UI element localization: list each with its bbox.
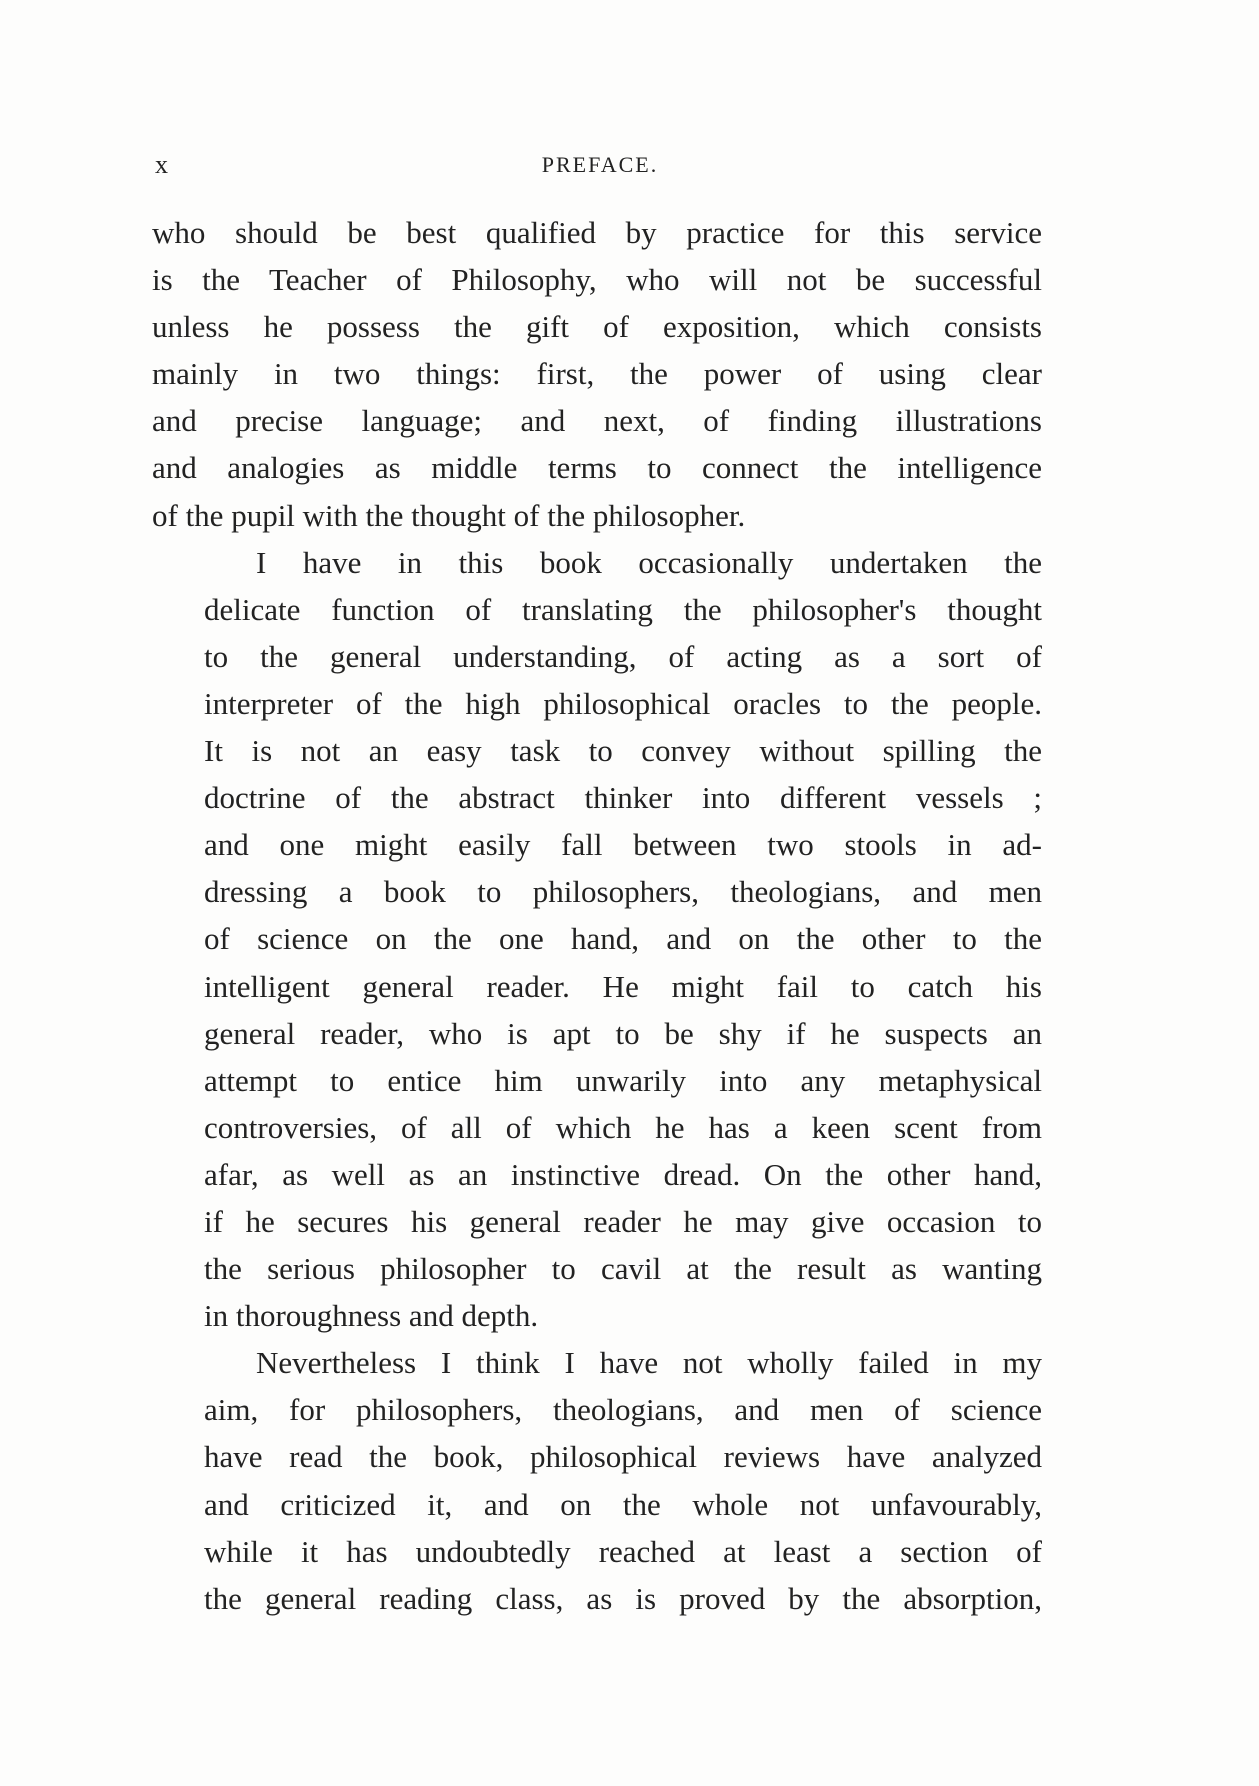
text-line: is the Teacher of Philosophy, who will not be successful (152, 262, 1042, 298)
text-line: and one might easily fall between two stools in ad- (204, 827, 1042, 863)
text-line: general reader, who is apt to be shy if he suspects an (204, 1015, 1042, 1051)
text-line: and criticized it, and on the whole not unfavourably, (204, 1486, 1042, 1522)
text-line: intelligent general reader. He might fail to catch his (204, 968, 1042, 1004)
text-line: aim, for philosophers, theologians, and men of science (204, 1392, 1042, 1428)
text-line: unless he possess the gift of exposition, which consists (152, 309, 1042, 345)
running-head (155, 150, 1045, 180)
text-line: afar, as well as an instinctive dread. On the other hand, (204, 1156, 1042, 1192)
body-text (152, 209, 1042, 1622)
text-line: interpreter of the high philosophical oracles to the people. (204, 685, 1042, 721)
text-line: I have in this book occasionally undertaken the (256, 544, 1042, 580)
text-line: who should be best qualified by practice for this service (152, 215, 1042, 250)
text-line: of the pupil with the thought of the philosopher. (152, 497, 746, 533)
paragraph (152, 1339, 1042, 1622)
text-line: while it has undoubtedly reached at least a section of (204, 1533, 1042, 1569)
text-line: if he secures his general reader he may give occasion to (204, 1203, 1042, 1239)
text-line: to the general understanding, of acting as a sort of (204, 638, 1042, 674)
text-line: and precise language; and next, of finding illustrations (152, 403, 1042, 439)
text-line: have read the book, philosophical reviews have analyzed (204, 1439, 1042, 1475)
paragraph (152, 539, 1042, 1340)
paragraph (152, 209, 1042, 539)
text-line: the serious philosopher to cavil at the result as wanting (204, 1251, 1042, 1287)
text-line: It is not an easy task to convey without spilling the (204, 733, 1042, 769)
running-title: PREFACE. (541, 152, 659, 177)
text-line: mainly in two things: first, the power of using clear (152, 356, 1042, 392)
text-line: and analogies as middle terms to connect the intelligence (152, 450, 1042, 486)
text-line: delicate function of translating the philosopher's thought (204, 591, 1042, 627)
text-line: the general reading class, as is proved by the absorption, (204, 1580, 1042, 1616)
text-line: controversies, of all of which he has a keen scent from (204, 1109, 1042, 1145)
text-line: in thoroughness and depth. (204, 1298, 539, 1334)
text-line: dressing a book to philosophers, theologians, and men (204, 874, 1042, 910)
text-line: Nevertheless I think I have not wholly failed in my (256, 1345, 1042, 1381)
text-line: attempt to entice him unwarily into any metaphysical (204, 1062, 1042, 1098)
text-line: doctrine of the abstract thinker into different vessels ; (204, 780, 1042, 816)
page-number: x (155, 150, 169, 179)
text-line: of science on the one hand, and on the other to the (204, 921, 1042, 957)
